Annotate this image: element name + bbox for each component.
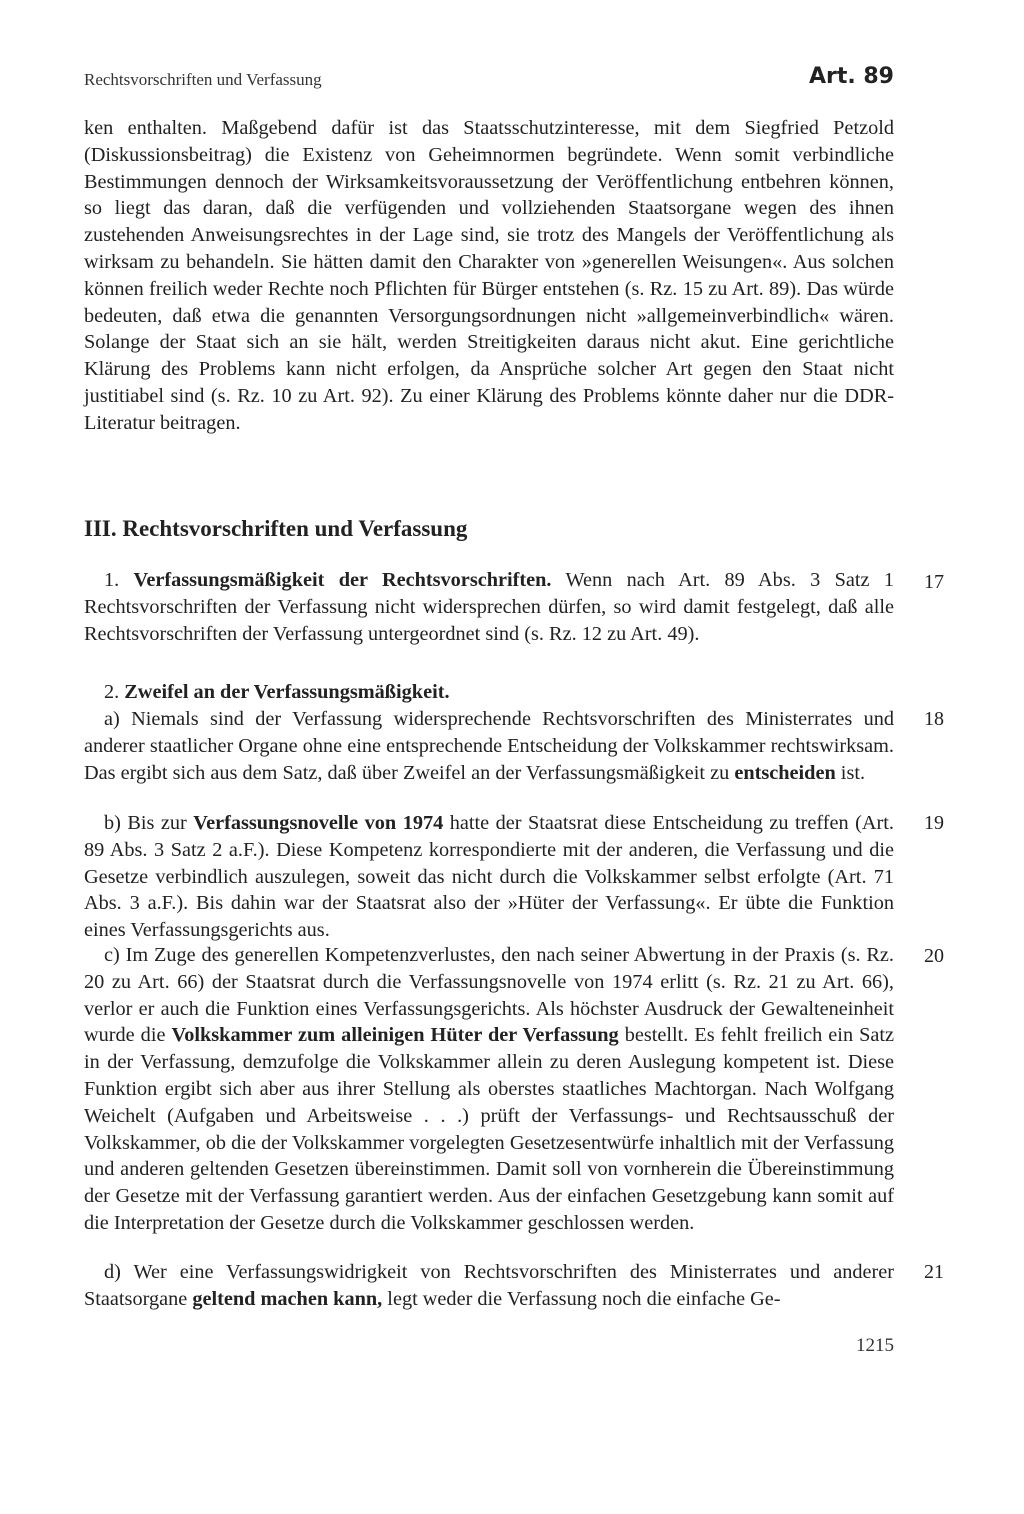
subheading-2-lead: 2. xyxy=(104,681,125,703)
paragraph-20-text-b: bestellt. Es fehlt freilich ein Satz in der Verfassung, demzufolge die Volkskammer allein zu deren Auslegung kompetent ist. Diese Funktion ergibt sich aber aus ihrer Stellung als oberstes staatliches Machtorgan. Nach Wolfgang Weichelt (Aufgaben und Arbeitsweise . . .) prüft der Verfassungs- und Rechtsausschuß der Volkskammer, ob die der Volkskammer vorgelegten Gesetzesentwürfe inhaltlich mit der Verfassung und anderen geltenden Gesetzen übereinstimmen. Damit soll von vornherein die Übereinstimmung der Gesetze mit der Verfassung garantiert werden. Aus der einfachen Gesetzgebung kann somit auf die Interpretation der Gesetze durch die Volkskammer geschlossen werden. xyxy=(84,1024,894,1234)
intro-paragraph: ken enthalten. Maßgebend dafür ist das Staatsschutzinteresse, mit dem Siegfried Petzold (Diskussionsbeitrag) die Existenz von Geheimnormen begründete. Wenn somit verbindliche Bestimmungen dennoch der Wirksamkeitsvoraussetzung der Veröffentlichung entbehren können, so liegt das daran, daß die verfügenden und vollziehenden Staatsorgane wegen des ihnen zustehenden Anweisungsrechtes in der Lage sind, sie trotz des Mangels der Veröffentlichung als wirksam zu behandeln. Sie hätten damit den Charakter von »generellen Weisungen«. Aus solchen können freilich weder Rechte noch Pflichten für Bürger entstehen (s. Rz. 15 zu Art. 89). Das würde bedeuten, daß etwa die genannten Versorgungsordnungen nicht »allgemeinverbindlich« wären. Solange der Staat sich an sie hält, werden Streitigkeiten daraus nicht akut. Eine gerichtliche Klärung des Problems kann nicht erfolgen, da Ansprüche solcher Art gegen den Staat nicht justitiabel sind (s. Rz. 10 zu Art. 92). Zu einer Klärung des Problems könnte daher nur die DDR-Literatur beitragen. xyxy=(84,117,894,434)
paragraph-17 xyxy=(84,567,894,647)
paragraph-18 xyxy=(84,706,894,786)
paragraph-21-text-a: d) Wer eine Verfassungswidrigkeit von Rechtsvorschriften des Ministerrates und anderer Staatsorgane xyxy=(84,1261,894,1310)
section-heading: III. Rechtsvorschriften und Verfassung xyxy=(84,516,468,541)
paragraph-17-bold: Verfassungsmäßigkeit der Rechtsvorschriften. xyxy=(133,569,552,591)
paragraph-18-text-a: a) Niemals sind der Verfassung widersprechende Rechtsvorschriften des Ministerrates und anderer staatlicher Organe ohne eine entsprechende Entscheidung der Volkskammer rechtswirksam. Das ergibt sich aus dem Satz, daß über Zweifel an der Verfassungsmäßigkeit zu xyxy=(84,708,894,784)
margin-number-21: 21 xyxy=(924,1261,944,1283)
margin-number-18: 18 xyxy=(924,708,944,730)
paragraph-17-lead: 1. xyxy=(104,569,134,591)
paragraph-19 xyxy=(84,810,894,944)
paragraph-20 xyxy=(84,942,894,1237)
paragraph-18-text-b: ist. xyxy=(835,761,866,784)
paragraph-21-text-b: legt weder die Verfassung noch die einfache Ge- xyxy=(382,1287,781,1310)
running-head: Rechtsvorschriften und Verfassung xyxy=(84,70,322,89)
paragraph-20-bold: Volkskammer zum alleinigen Hüter der Verfassung xyxy=(171,1024,619,1047)
margin-number-19: 19 xyxy=(924,812,944,834)
page-number: 1215 xyxy=(856,1335,894,1356)
paragraph-19-bold: Verfassungsnovelle von 1974 xyxy=(193,812,444,834)
subheading-2 xyxy=(104,679,450,706)
paragraph-17-text: Wenn nach Art. 89 Abs. 3 Satz 1 Rechtsvorschriften der Verfassung nicht widersprechen dürfen, so wird damit festgelegt, daß alle Rechtsvorschriften der Verfassung untergeordnet sind (s. Rz. 12 zu Art. 49). xyxy=(84,569,894,645)
paragraph-19-text-b: hatte der Staatsrat diese Entscheidung zu treffen (Art. 89 Abs. 3 Satz 2 a.F.). Diese Kompetenz korrespondierte mit der anderen, die Verfassung und die Gesetze verbindlich auszulegen, soweit das nicht durch die Volkskammer selbst erfolgte (Art. 71 Abs. 3 a.F.). Bis dahin war der Staatsrat also der »Hüter der Verfassung«. Er übte die Funktion eines Verfassungsgerichts aus. xyxy=(84,812,894,942)
paragraph-21 xyxy=(84,1259,894,1313)
paragraph-21-bold: geltend machen kann, xyxy=(192,1287,383,1310)
margin-number-20: 20 xyxy=(924,945,944,967)
subheading-2-bold: Zweifel an der Verfassungsmäßigkeit. xyxy=(124,681,450,703)
paragraph-18-bold: entscheiden xyxy=(734,761,836,784)
paragraph-20-text-a: c) Im Zuge des generellen Kompetenzverlustes, den nach seiner Abwertung in der Praxis (s. Rz. 20 zu Art. 66) der Staatsrat durch die Verfassungsnovelle von 1974 erlitt (s. Rz. 21 zu Art. 66), verlor er auch die Funktion eines Verfassungsgerichts. Als höchster Ausdruck der Gewalteneinheit wurde die xyxy=(84,944,894,1047)
margin-number-17: 17 xyxy=(924,571,944,593)
article-label: Art. 89 xyxy=(808,64,894,89)
paragraph-19-text-a: b) Bis zur xyxy=(104,812,194,834)
